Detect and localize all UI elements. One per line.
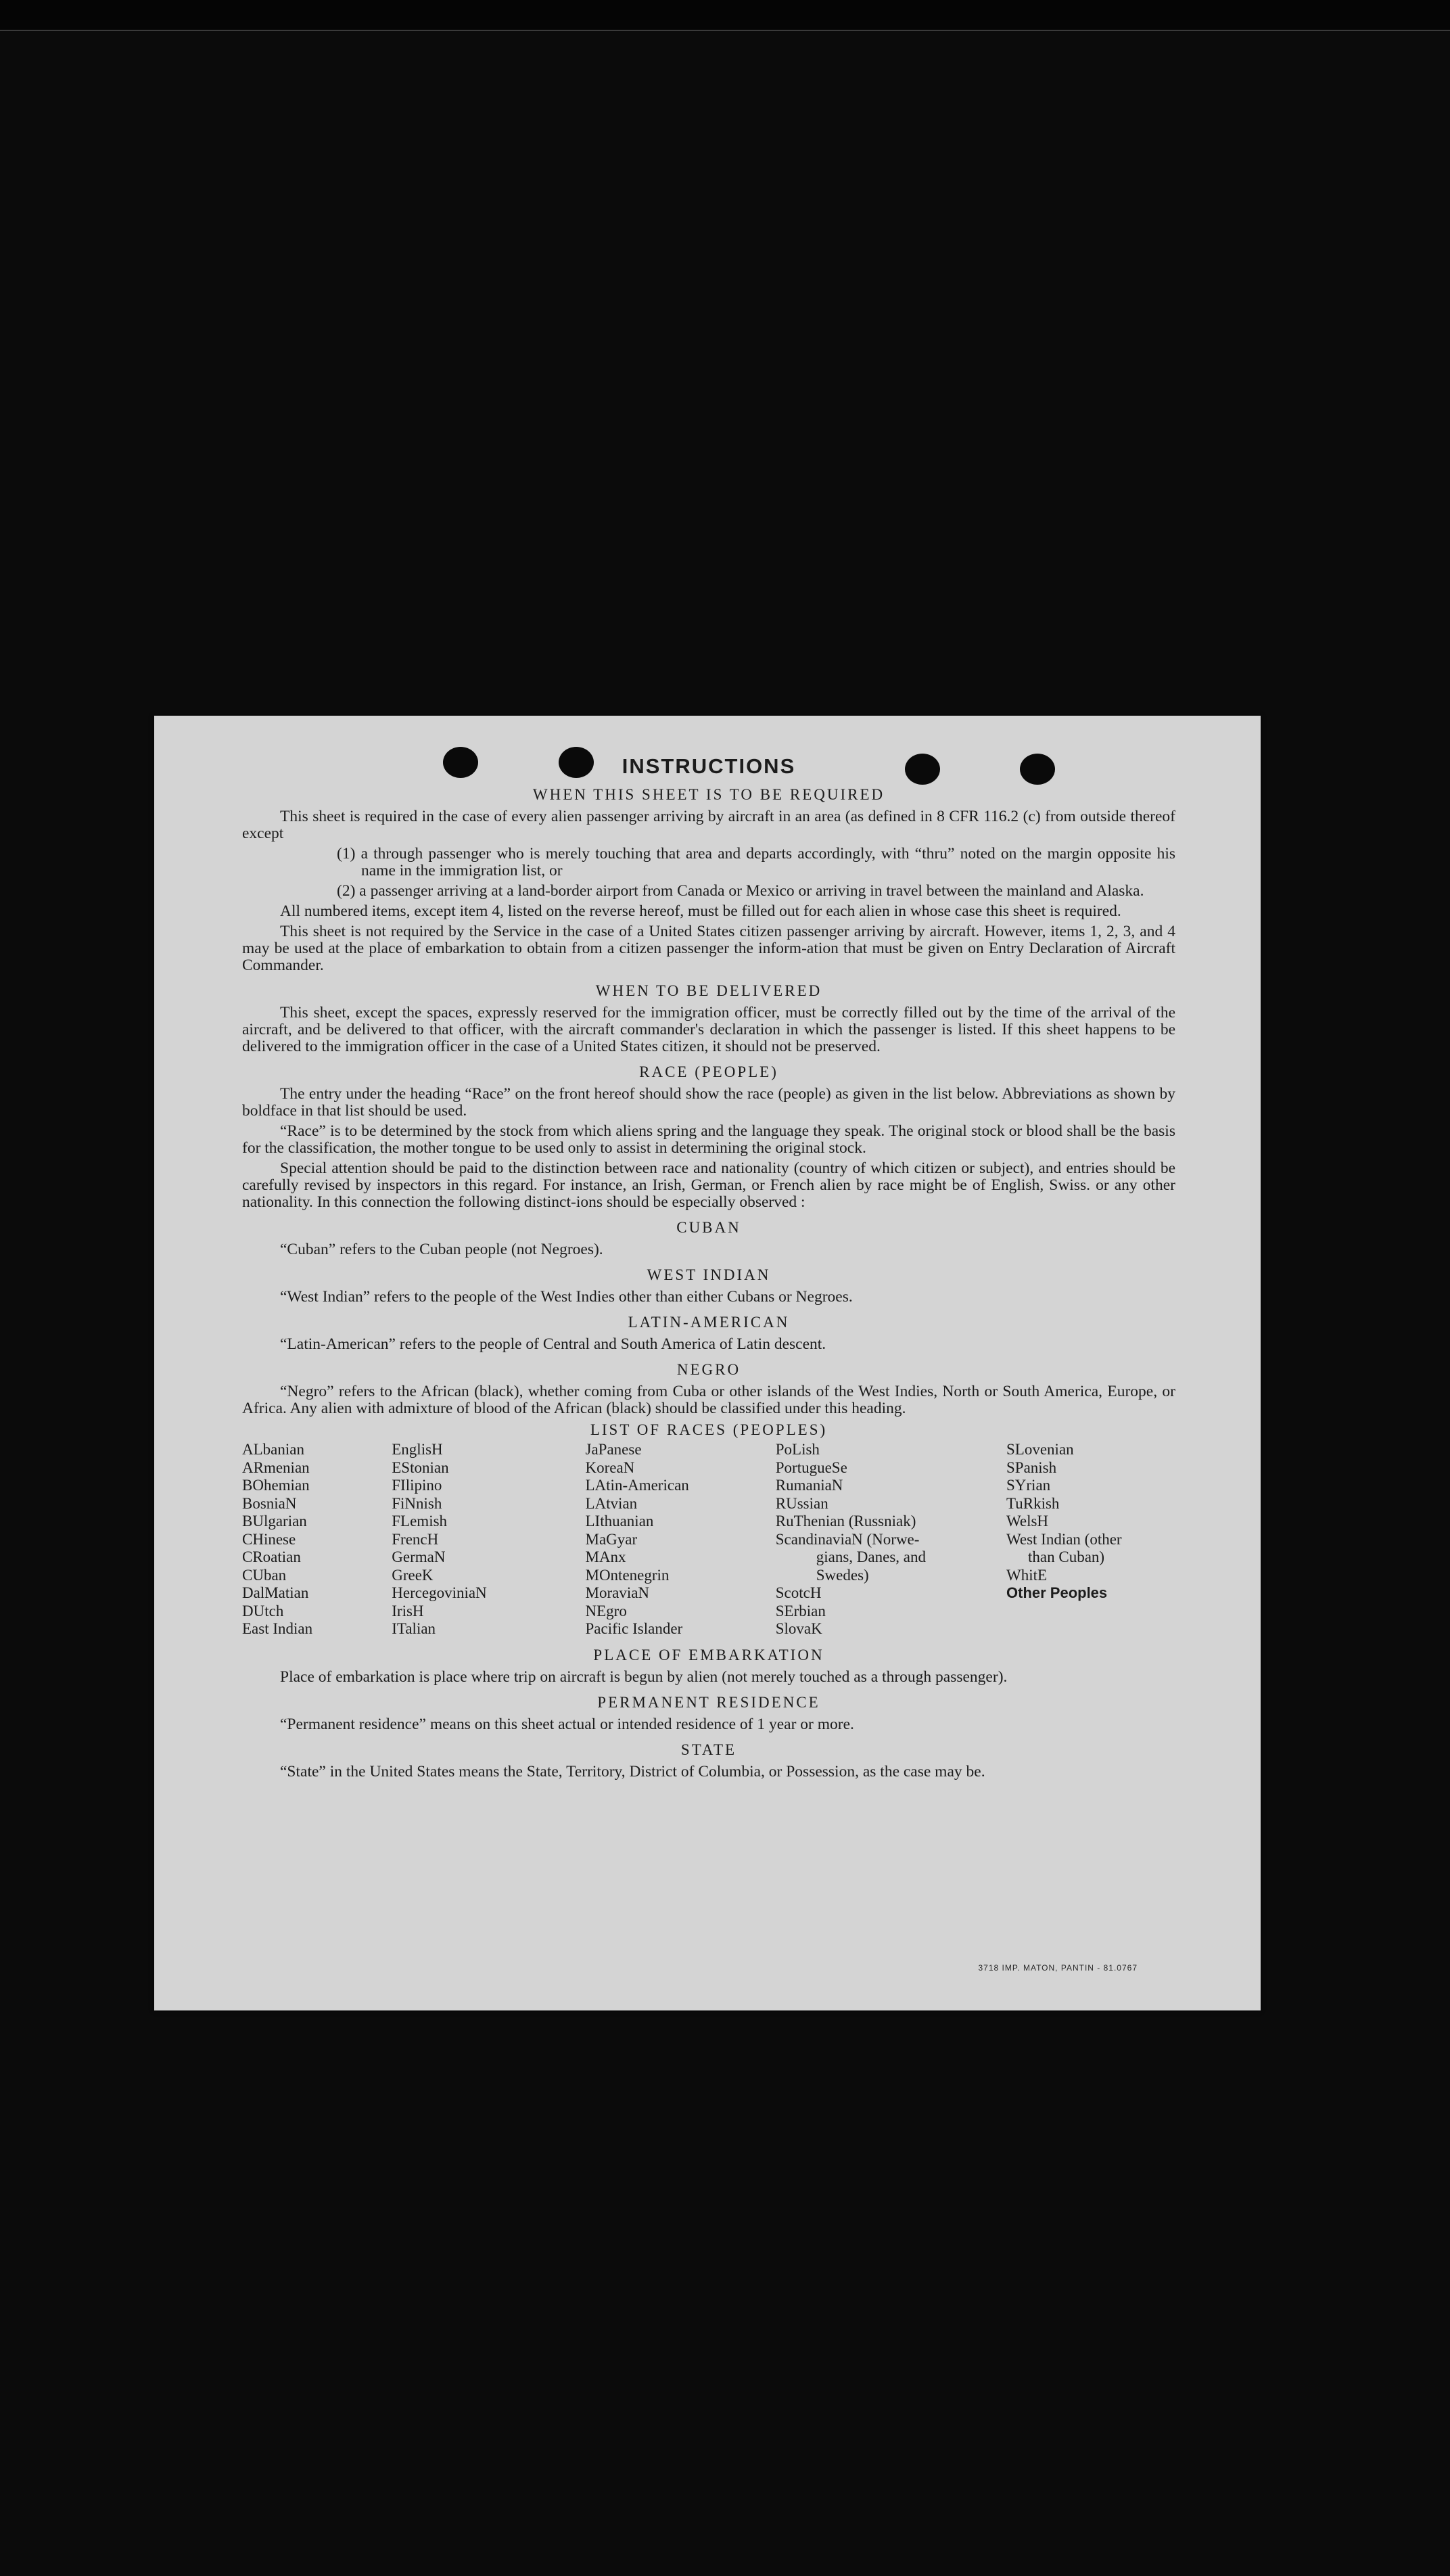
races-list <box>242 1441 1175 1638</box>
section-heading: LIST OF RACES (PEOPLES) <box>590 1421 828 1438</box>
race-entry: MaGyar <box>585 1530 638 1548</box>
paragraph: This sheet is not required by the Service in the case of a United States citizen passenger arriving by aircraft. However, items 1, 2, 3, and 4 may be used at the place of embarkation to obtain from a citizen passenger the inform-ation that must be given on Entry Declaration of Aircraft Commander. <box>242 923 1175 974</box>
section-heading: PERMANENT RESIDENCE <box>597 1693 820 1711</box>
paragraph: “State” in the United States means the State, Territory, District of Columbia, or Possession, as the case may be. <box>280 1762 985 1780</box>
list-item: (1) a through passenger who is merely touching that area and departs accordingly, with “thru” noted on the margin opposite his name in the immigration list, or <box>337 845 1175 879</box>
race-entry: SErbian <box>775 1602 826 1619</box>
document-body <box>242 755 1175 1784</box>
race-entry: ScandinaviaN (Norwe- <box>775 1530 920 1548</box>
race-entry: EStonian <box>392 1458 449 1476</box>
race-entry: HercegoviniaN <box>392 1584 487 1601</box>
race-entry: Pacific Islander <box>585 1620 683 1637</box>
section-heading: WHEN TO BE DELIVERED <box>595 982 822 999</box>
section-heading: RACE (PEOPLE) <box>639 1063 778 1080</box>
paragraph: “Race” is to be determined by the stock from which aliens spring and the language they speak. The original stock or blood shall be the basis for the classification, the mother tongue to be used only to assist in determining the original stock. <box>242 1122 1175 1157</box>
race-entry: LAtin-American <box>585 1477 689 1494</box>
race-entry: West Indian (other <box>1006 1530 1122 1548</box>
race-entry: ALbanian <box>242 1441 304 1458</box>
race-entry: LIthuanian <box>585 1513 654 1530</box>
race-entry: BOhemian <box>242 1477 310 1494</box>
paragraph: Place of embarkation is place where trip on aircraft is begun by alien (not merely touched as a through passenger). <box>280 1668 1008 1686</box>
race-entry: PoLish <box>775 1441 820 1458</box>
section-heading: WHEN THIS SHEET IS TO BE REQUIRED <box>532 786 885 803</box>
paragraph: Special attention should be paid to the distinction between race and nationality (country of which citizen or subject), and entries should be carefully revised by inspectors in this regard. For instance, an Irish, German, or French alien by race might be of English, Swiss. or any other nationality. In this connection the following distinct-ions should be especially observed : <box>242 1159 1175 1211</box>
list-item: (2) a passenger arriving at a land-border airport from Canada or Mexico or arriving in travel between the mainland and Alaska. <box>337 882 1144 900</box>
race-entry: FrencH <box>392 1530 439 1548</box>
race-entry: ITalian <box>392 1620 436 1637</box>
race-entry: TuRkish <box>1006 1494 1060 1512</box>
race-entry: LAtvian <box>585 1494 638 1512</box>
race-entry: SLovenian <box>1006 1441 1074 1458</box>
race-entry: FLemish <box>392 1513 448 1530</box>
paragraph: “West Indian” refers to the people of the West Indies other than either Cubans or Negroes. <box>280 1288 853 1306</box>
paragraph: This sheet, except the spaces, expressly reserved for the immigration officer, must be correctly filled out by the time of the arrival of the aircraft, and be delivered to that officer, with the aircraft commander's declaration in which the passenger is listed. If this sheet happens to be delivered to the immigration officer in the case of a United States citizen, it should not be preserved. <box>242 1004 1175 1055</box>
races-column-3 <box>586 1441 768 1638</box>
race-entry: CUban <box>242 1566 287 1584</box>
race-entry: SlovaK <box>775 1620 822 1637</box>
race-entry: BosniaN <box>242 1494 297 1512</box>
subsection-heading: NEGRO <box>676 1361 741 1378</box>
race-entry-continued: gians, Danes, and <box>816 1548 926 1565</box>
subsection-heading: CUBAN <box>676 1219 741 1236</box>
race-entry: IrisH <box>392 1602 424 1619</box>
race-entry: East Indian <box>242 1620 313 1637</box>
paragraph: “Cuban” refers to the Cuban people (not Negroes). <box>280 1241 603 1258</box>
race-entry: MoraviaN <box>585 1584 650 1601</box>
race-entry: RuThenian (Russniak) <box>775 1513 916 1530</box>
race-entry: DalMatian <box>242 1584 309 1601</box>
race-entry-continued: than Cuban) <box>1028 1548 1105 1565</box>
race-entry: GermaN <box>392 1548 446 1565</box>
race-entry: ARmenian <box>242 1458 310 1476</box>
race-entry: SYrian <box>1006 1477 1051 1494</box>
race-entry: MAnx <box>585 1548 626 1565</box>
race-entry: BUlgarian <box>242 1513 307 1530</box>
race-entry: KoreaN <box>585 1458 635 1476</box>
section-heading: STATE <box>680 1741 737 1758</box>
race-entry: FiNnish <box>392 1494 442 1512</box>
race-entry: RumaniaN <box>775 1477 843 1494</box>
race-entry: GreeK <box>392 1566 434 1584</box>
race-entry: CRoatian <box>242 1548 301 1565</box>
instruction-sheet <box>154 716 1261 2010</box>
subsection-heading: LATIN-AMERICAN <box>628 1314 790 1331</box>
race-entry: PortugueSe <box>775 1458 847 1476</box>
race-entry: EnglisH <box>392 1441 443 1458</box>
paragraph: All numbered items, except item 4, listed on the reverse hereof, must be filled out for each alien in whose case this sheet is required. <box>280 902 1121 920</box>
race-entry: DUtch <box>242 1602 284 1619</box>
subsection-heading: WEST INDIAN <box>647 1266 771 1283</box>
races-column-5 <box>1006 1441 1175 1638</box>
paragraph: “Latin-American” refers to the people of Central and South America of Latin descent. <box>280 1335 826 1353</box>
race-entry: FIlipino <box>392 1477 442 1494</box>
race-entry: SPanish <box>1006 1458 1057 1476</box>
race-entry: JaPanese <box>585 1441 642 1458</box>
top-band <box>0 0 1450 31</box>
race-entry: CHinese <box>242 1530 296 1548</box>
race-entry: ScotcH <box>775 1584 822 1601</box>
races-column-4 <box>776 1441 999 1638</box>
race-entry: WelsH <box>1006 1513 1049 1530</box>
races-column-2 <box>392 1441 578 1638</box>
paragraph: The entry under the heading “Race” on the front hereof should show the race (people) as given in the list below. Abbreviations as shown by boldface in that list should be used. <box>242 1085 1175 1120</box>
paragraph: “Negro” refers to the African (black), whether coming from Cuba or other islands of the West Indies, North or South America, Europe, or Africa. Any alien with admixture of blood of the African (black) should be classified under this heading. <box>242 1383 1175 1417</box>
race-entry: MOntenegrin <box>585 1566 670 1584</box>
race-entry: NEgro <box>585 1602 627 1619</box>
paragraph: “Permanent residence” means on this sheet actual or intended residence of 1 year or more. <box>280 1715 854 1733</box>
race-entry: WhitE <box>1006 1566 1048 1584</box>
paragraph: This sheet is required in the case of every alien passenger arriving by aircraft in an area (as defined in 8 CFR 116.2 (c) from outside thereof except <box>242 808 1175 842</box>
printer-imprint: 3718 IMP. MATON, PANTIN - 81.0767 <box>978 1963 1138 1973</box>
section-heading: PLACE OF EMBARKATION <box>593 1646 824 1663</box>
race-entry-bold: Other Peoples <box>1006 1584 1108 1601</box>
page-title: INSTRUCTIONS <box>622 754 796 778</box>
race-entry-continued: Swedes) <box>816 1566 869 1584</box>
races-column-1 <box>242 1441 384 1638</box>
race-entry: RUssian <box>775 1494 828 1512</box>
